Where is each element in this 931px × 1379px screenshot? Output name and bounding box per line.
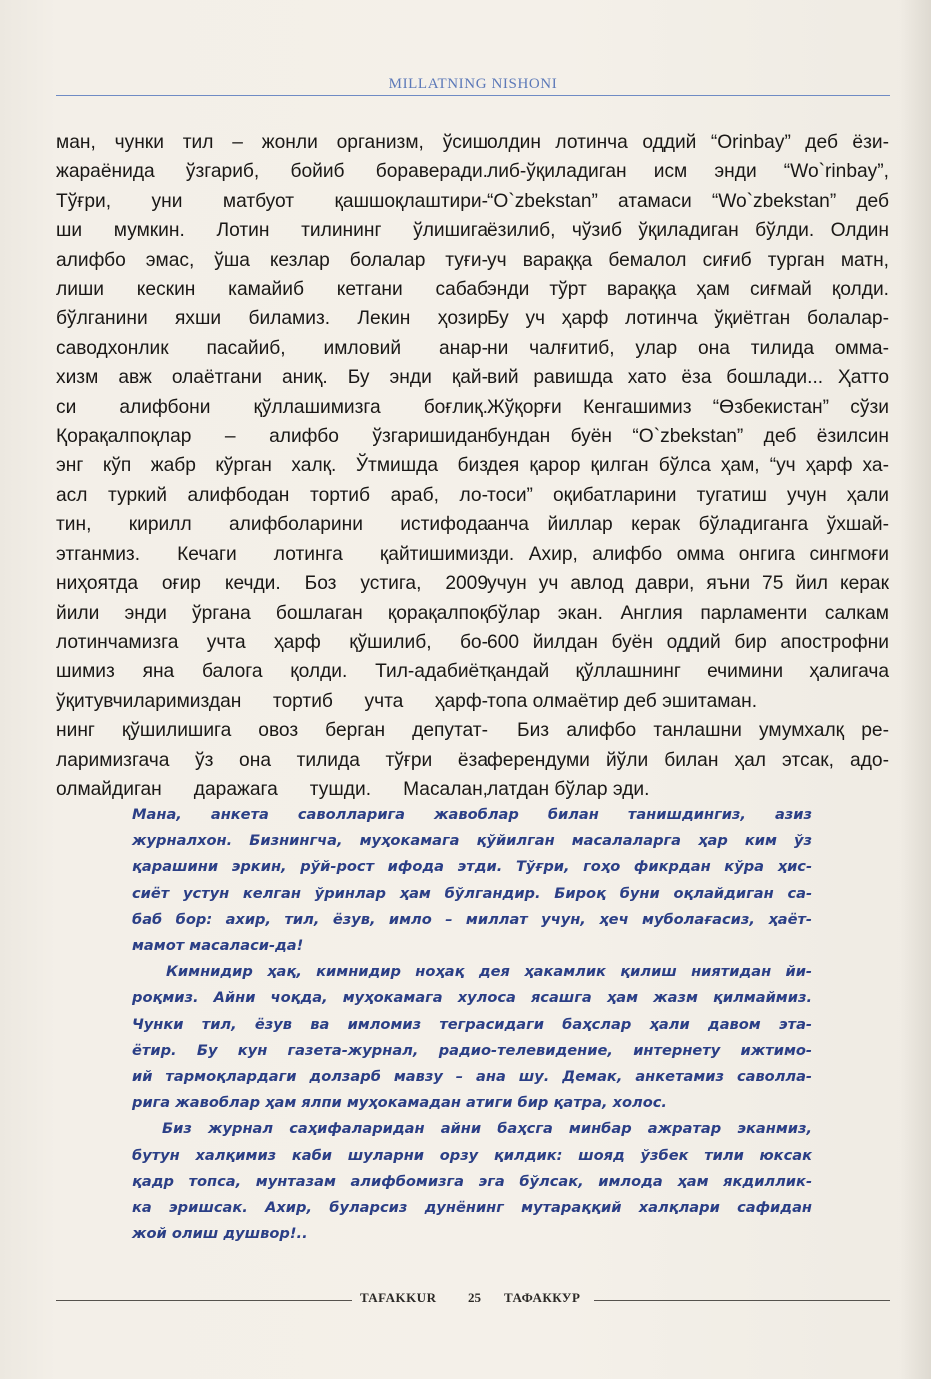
text-line: ий тармоқлардаги долзарб мавзу – ана шу. Демак, анкетамиз саволла-: [132, 1068, 812, 1086]
text-line: ёзилиб, чўзиб ўқиладиган бўлди. Олдин: [487, 220, 889, 242]
text-line: тин, кирилл алифболарини истифода: [56, 514, 488, 536]
text-line: рига жавоблар ҳам ялпи муҳокамадан атиги бир қатра, холос.: [132, 1094, 667, 1112]
header-rule: [56, 95, 890, 96]
text-line: баб бор: ахир, тил, ёзув, имло – миллат учун, ҳеч муболағасиз, ҳаёт-: [132, 910, 812, 928]
left-text-column: [56, 128, 488, 804]
editor-note-paragraph-2: [132, 959, 812, 1116]
text-line: қандай қўллашнинг ечимини ҳалигача: [487, 661, 889, 683]
text-line: нинг қўшилишига овоз берган депутат-: [56, 720, 488, 742]
text-line: жой олиш душвор!..: [132, 1225, 308, 1243]
footer-title-cyrillic: ТАФАККУР: [504, 1290, 581, 1305]
text-line: бутун халқимиз каби шуларни орзу қилдик: шояд ўзбек тили юксак: [132, 1146, 812, 1164]
text-line: топа олмаётир деб эшитаман.: [487, 690, 758, 712]
editor-note: [132, 802, 812, 1247]
text-line: вий равишда хато ёза бошлади... Ҳатто: [487, 367, 889, 389]
text-line: уч вараққа бемалол сиғиб турган матн,: [487, 249, 889, 271]
running-head-title: MILLATNING NISHONI: [388, 76, 558, 92]
text-line: олдин лотинча оддий “Orinbay” деб ёзи-: [487, 132, 889, 153]
page-number: 25: [468, 1290, 481, 1305]
right-column-paragraph-1: [487, 128, 889, 716]
text-line: бўлганини яхши биламиз. Лекин ҳозир: [56, 308, 488, 330]
text-line: олмайдиган даражага тушди. Масалан,: [56, 778, 488, 800]
text-line: саводхонлик пасайиб, имловий анар-: [56, 337, 488, 359]
text-line: сиёт устун келган ўринлар ҳам бўлгандир. Бироқ буни оқлайдиган са-: [132, 884, 812, 902]
text-line: ши мумкин. Лотин тилининг ўлишига: [56, 220, 488, 242]
text-line: асл туркий алифбодан тортиб араб, ло-: [56, 484, 488, 506]
text-line: учун уч авлод даври, яъни 75 йил керак: [487, 573, 889, 595]
text-line: журналхон. Бизнингча, муҳокамага қўйилган масалаларга ҳар ким ўз: [132, 832, 812, 850]
text-line: ларимизгача ўз она тилида тўғри ёза: [56, 749, 488, 771]
text-line: этганмиз. Кечаги лотинга қайтишимиз: [56, 543, 488, 565]
text-line: ферендуми йўли билан ҳал этсак, адо-: [487, 749, 889, 771]
text-line: қарашини эркин, рўй-рост ифода этди. Тўғри, гоҳо фикрдан кўра ҳис-: [132, 858, 812, 876]
text-line: Чунки тил, ёзув ва имломиз теграсидаги баҳслар ҳали давом эта-: [132, 1015, 812, 1033]
text-line: Мана, анкета саволларига жавоблар билан танишдингиз, азиз: [132, 806, 812, 823]
text-line: латдан бўлар эди.: [487, 778, 650, 800]
text-line: “O`zbekstan” атамаси “Wo`zbekstan” деб: [487, 190, 889, 212]
text-line: ниҳоятда оғир кечди. Боз устига, 2009: [56, 573, 488, 595]
footer-rule-left: [56, 1300, 352, 1301]
text-line: дея қарор қилган бўлса ҳам, “уч ҳарф ха-: [487, 455, 889, 477]
text-line: мамот масаласи-да!: [132, 937, 304, 955]
text-line: либ-ўқиладиган исм энди “Wo`rinbay”,: [487, 161, 889, 183]
text-line: Кимнидир ҳақ, кимнидир ноҳақ дея ҳакамлик қилиш ниятидан йи-: [166, 963, 812, 981]
text-line: Тўғри, уни матбуот қашшоқлаштири-: [56, 190, 488, 212]
text-line: Бу уч ҳарф лотинча ўқиётган болалар-: [487, 308, 889, 330]
editor-note-paragraph-1: [132, 802, 812, 959]
text-line: ётир. Бу кун газета-журнал, радио-телевидение, интернету ижтимо-: [132, 1041, 812, 1059]
text-line: тоси” оқибатларини тугатиш учун ҳали: [487, 484, 889, 506]
text-line: шимиз яна балога қолди. Тил-адабиёт: [56, 661, 488, 683]
text-line: энг кўп жабр кўрган халқ. Ўтмишда биз: [56, 455, 488, 477]
page-edge-shadow: [901, 0, 931, 1379]
text-line: лотинчамизга учта ҳарф қўшилиб, бо-: [56, 631, 488, 653]
text-line: Қорақалпоқлар – алифбо ўзгаришидан: [56, 426, 488, 448]
text-line: жараёнида ўзгариб, бойиб бораверади.: [56, 161, 488, 183]
editor-note-paragraph-3: [132, 1116, 812, 1247]
text-line: ўқитувчиларимиздан тортиб учта ҳарф-: [56, 690, 488, 712]
text-line: Жўқорғи Кенгашимиз “Өзбекистан” сўзи: [487, 396, 889, 418]
text-line: Биз журнал саҳифаларидан айни баҳсга минбар ажратар эканмиз,: [162, 1120, 812, 1138]
text-line: ни чалғитиб, улар она тилида омма-: [487, 337, 889, 359]
text-line: лиши кескин камайиб кетгани сабаб: [56, 279, 488, 301]
right-text-column: [487, 128, 889, 804]
text-line: энди тўрт вараққа ҳам сиғмай қолди.: [487, 279, 889, 301]
text-line: хизм авж олаётгани аниқ. Бу энди қай-: [56, 367, 488, 389]
text-line: йили энди ўргана бошлаган қорақалпоқ: [56, 602, 488, 624]
text-line: бўлар экан. Англия парламенти салкам: [487, 602, 889, 624]
page-footer: [56, 1290, 890, 1310]
text-line: ка эришсак. Ахир, буларсиз дунёнинг мутараққий халқлари сафидан: [132, 1199, 812, 1217]
text-line: роқмиз. Айни чоқда, муҳокамага хулоса ясашга ҳам жазм қилмаймиз.: [132, 989, 812, 1007]
text-line: бундан буён “O`zbekstan” деб ёзилсин: [487, 426, 889, 448]
text-line: Биз алифбо танлашни умумхалқ ре-: [517, 720, 889, 742]
text-line: анча йиллар керак бўладиганга ўхшай-: [487, 514, 889, 536]
footer-rule-right: [594, 1300, 890, 1301]
text-line: 600 йилдан буён оддий бир апострофни: [487, 631, 889, 653]
text-line: ди. Ахир, алифбо омма онгига сингмоғи: [487, 543, 889, 565]
text-line: си алифбони қўллашимизга боғлиқ.: [56, 396, 488, 418]
text-line: алифбо эмас, ўша кезлар болалар туғи-: [56, 249, 488, 271]
text-line: қадр топса, мунтазам алифбомизга эга бўлсак, имлода ҳам якдиллик-: [132, 1172, 812, 1190]
right-column-paragraph-2: [487, 716, 889, 804]
text-line: ман, чунки тил – жонли организм, ўсиш: [56, 132, 488, 153]
footer-title-latin: TAFAKKUR: [360, 1290, 437, 1305]
